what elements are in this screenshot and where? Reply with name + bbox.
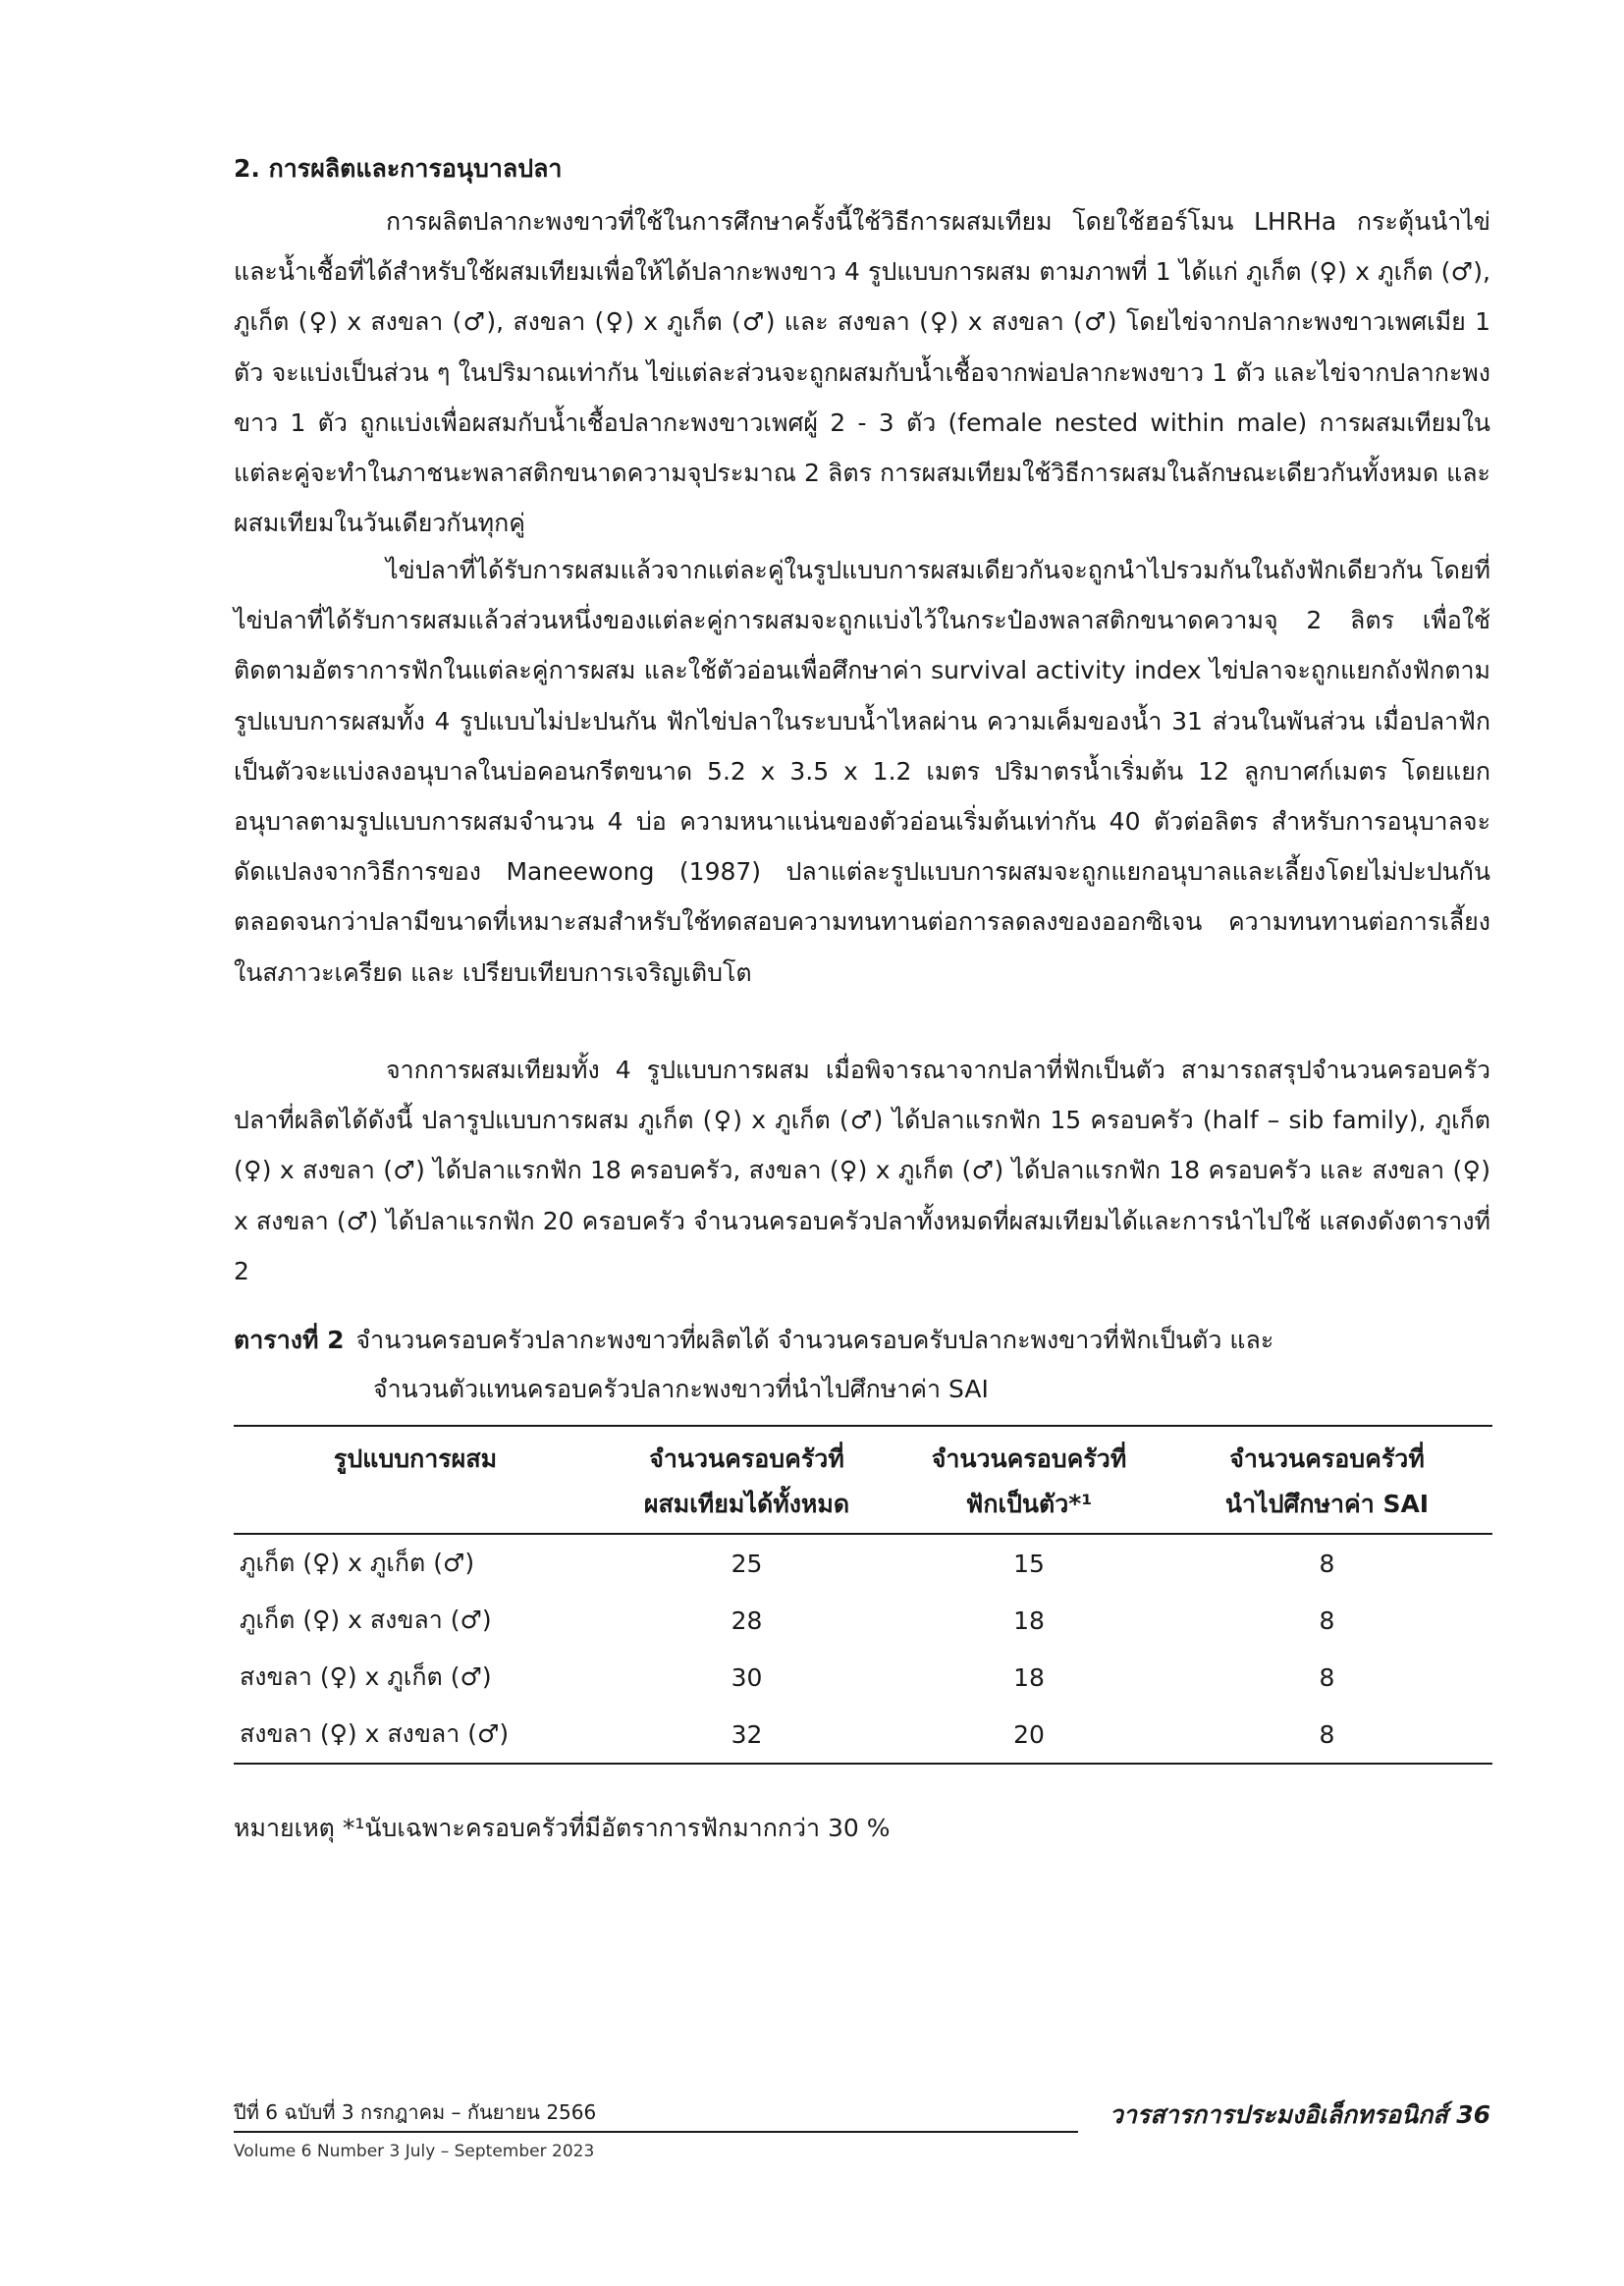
table-label: ตารางที่ 2	[234, 1326, 345, 1354]
cell-total: 30	[731, 1662, 763, 1692]
section-heading: 2. การผลิตและการอนุบาลปลา	[234, 154, 563, 183]
cell-sai: 8	[1319, 1719, 1335, 1749]
cell-hatched: 20	[1013, 1719, 1045, 1749]
header-sai-families: จำนวนครอบครัวที่ นำไปศึกษาค่า SAI	[1224, 1444, 1430, 1518]
table-header-row	[234, 1426, 1492, 1534]
cell-cross: ภูเก็ต (♀) x สงขลา (♂)	[240, 1606, 492, 1634]
cell-sai: 8	[1319, 1606, 1335, 1635]
cell-sai: 8	[1319, 1549, 1335, 1578]
footer-issue-thai: ปีที่ 6 ฉบับที่ 3 กรกฎาคม – กันยายน 2566	[234, 2100, 597, 2124]
cell-hatched: 15	[1013, 1549, 1045, 1578]
header-total-families: จำนวนครอบครัวที่ ผสมเทียมได้ทั้งหมด	[643, 1444, 850, 1518]
table-row	[234, 1649, 1492, 1706]
table-row	[234, 1706, 1492, 1764]
cell-hatched: 18	[1013, 1662, 1045, 1692]
footer-issue-english: Volume 6 Number 3 July – September 2023	[234, 2142, 595, 2161]
paragraph-production: การผลิตปลากะพงขาวที่ใช้ในการศึกษาครั้งนี้ใช้วิธีการผสมเทียม โดยใช้ฮอร์โมน LHRHa กระตุ้นนำไข่และน้ำเชื้อที่ได้สำหรับใช้ผสมเทียมเพื่อให้ได้ปลากะพงขาว 4 รูปแบบการผสม ตามภาพที่ 1 ได้แก่ ภูเก็ต (♀) x ภูเก็ต (♂), ภูเก็ต (♀) x สงขลา (♂), สงขลา (♀) x ภูเก็ต (♂) และ สงขลา (♀) x สงขลา (♂) โดยไข่จากปลากะพงขาวเพศเมีย 1 ตัว จะแบ่งเป็นส่วน ๆ ในปริมาณเท่ากัน ไข่แต่ละส่วนจะถูกผสมกับน้ำเชื้อจากพ่อปลากะพงขาว 1 ตัว และไข่จากปลากะพงขาว 1 ตัว ถูกแบ่งเพื่อผสมกับน้ำเชื้อปลากะพงขาวเพศผู้ 2 - 3 ตัว (female nested within male) การผสมเทียมในแต่ละคู่จะทำในภาชนะพลาสติกขนาดความจุประมาณ 2 ลิตร การผสมเทียมใช้วิธีการผสมในลักษณะเดียวกันทั้งหมด และผสมเทียมในวันเดียวกันทุกคู่	[234, 207, 1490, 538]
cell-hatched: 18	[1013, 1606, 1045, 1635]
cell-total: 28	[731, 1606, 763, 1635]
family-count-table	[234, 1425, 1492, 1765]
cell-cross: สงขลา (♀) x ภูเก็ต (♂)	[240, 1662, 492, 1691]
table-note: หมายเหตุ *¹นับเฉพาะครอบครัวที่มีอัตราการฟักมากกว่า 30 %	[234, 1814, 891, 1842]
footer-divider	[234, 2131, 1078, 2133]
cell-total: 25	[731, 1549, 763, 1578]
table-caption-line2: จำนวนตัวแทนครอบครัวปลากะพงขาวที่นำไปศึกษาค่า SAI	[373, 1375, 989, 1403]
table-caption	[234, 1316, 1510, 1414]
paragraph-family-summary: จากการผสมเทียมทั้ง 4 รูปแบบการผสม เมื่อพิจารณาจากปลาที่ฟักเป็นตัว สามารถสรุปจำนวนครอบครัวปลาที่ผลิตได้ดังนี้ ปลารูปแบบการผสม ภูเก็ต (♀) x ภูเก็ต (♂) ได้ปลาแรกฟัก 15 ครอบครัว (half – sib family), ภูเก็ต (♀) x สงขลา (♂) ได้ปลาแรกฟัก 18 ครอบครัว, สงขลา (♀) x ภูเก็ต (♂) ได้ปลาแรกฟัก 18 ครอบครัว และ สงขลา (♀) x สงขลา (♂) ได้ปลาแรกฟัก 20 ครอบครัว จำนวนครอบครัวปลาทั้งหมดที่ผสมเทียมได้และการนำไปใช้ แสดงดังตารางที่ 2	[234, 1056, 1490, 1285]
footer-journal-page: วารสารการประมงอิเล็กทรอนิกส์ 36	[1109, 2100, 1490, 2129]
cell-total: 32	[731, 1719, 763, 1749]
table-caption-line1: จำนวนครอบครัวปลากะพงขาวที่ผลิตได้ จำนวนครอบครับปลากะพงขาวที่ฟักเป็นตัว และ	[355, 1326, 1274, 1354]
cell-sai: 8	[1319, 1662, 1335, 1692]
header-cross-pattern: รูปแบบการผสม	[333, 1444, 498, 1473]
table-row	[234, 1534, 1492, 1592]
header-hatched-families: จำนวนครอบครัวที่ ฟักเป็นตัว*¹	[931, 1444, 1127, 1518]
cell-cross: ภูเก็ต (♀) x ภูเก็ต (♂)	[240, 1549, 475, 1577]
cell-cross: สงขลา (♀) x สงขลา (♂)	[240, 1719, 510, 1748]
paragraph-hatching: ไข่ปลาที่ได้รับการผสมแล้วจากแต่ละคู่ในรูปแบบการผสมเดียวกันจะถูกนำไปรวมกันในถังฟักเดียวกัน โดยที่ไข่ปลาที่ได้รับการผสมแล้วส่วนหนึ่งของแต่ละคู่การผสมจะถูกแบ่งไว้ในกระป๋องพลาสติกขนาดความจุ 2 ลิตร เพื่อใช้ติดตามอัตราการฟักในแต่ละคู่การผสม และใช้ตัวอ่อนเพื่อศึกษาค่า survival activity index ไข่ปลาจะถูกแยกถังฟักตามรูปแบบการผสมทั้ง 4 รูปแบบไม่ปะปนกัน ฟักไข่ปลาในระบบน้ำไหลผ่าน ความเค็มของน้ำ 31 ส่วนในพันส่วน เมื่อปลาฟักเป็นตัวจะแบ่งลงอนุบาลในบ่อคอนกรีตขนาด 5.2 x 3.5 x 1.2 เมตร ปริมาตรน้ำเริ่มต้น 12 ลูกบาศก์เมตร โดยแยกอนุบาลตามรูปแบบการผสมจำนวน 4 บ่อ ความหนาแน่นของตัวอ่อนเริ่มต้นเท่ากัน 40 ตัวต่อลิตร สำหรับการอนุบาลจะดัดแปลงจากวิธีการของ Maneewong (1987) ปลาแต่ละรูปแบบการผสมจะถูกแยกอนุบาลและเลี้ยงโดยไม่ปะปนกันตลอดจนกว่าปลามีขนาดที่เหมาะสมสำหรับใช้ทดสอบความทนทานต่อการลดลงของออกซิเจน ความทนทานต่อการเลี้ยงในสภาวะเครียด และ เปรียบเทียบการเจริญเติบโต	[234, 556, 1490, 987]
table-row	[234, 1592, 1492, 1649]
